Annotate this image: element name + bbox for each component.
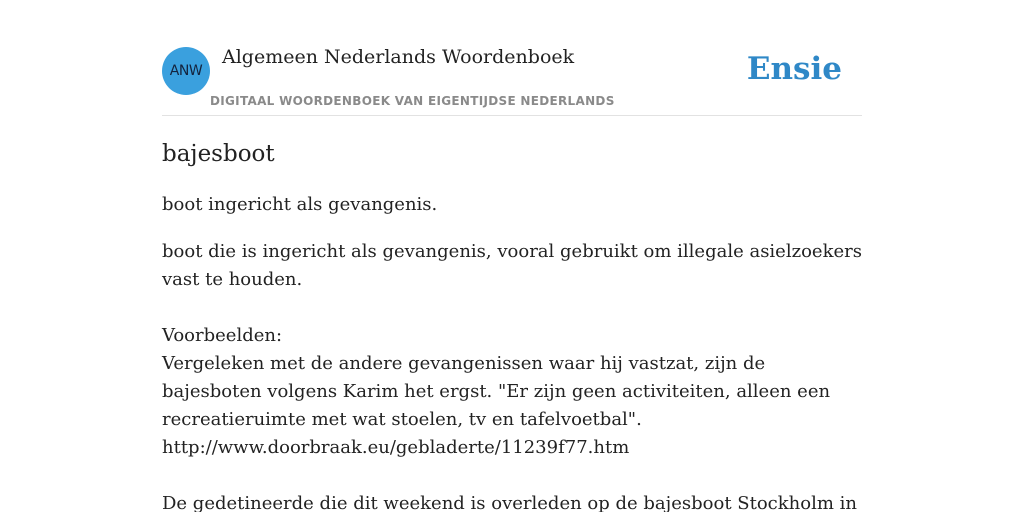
logo-text: ANW <box>169 63 203 79</box>
site-title[interactable]: Algemeen Nederlands Woordenboek <box>222 46 575 68</box>
short-definition: boot ingericht als gevangenis. <box>162 194 438 215</box>
example-source: http://www.doorbraak.eu/gebladerte/11239f77.htm <box>162 437 630 458</box>
anw-logo[interactable] <box>162 47 210 95</box>
example-item <box>162 350 862 462</box>
examples-section <box>162 322 862 512</box>
ensie-brand-logo[interactable]: Ensie <box>746 51 842 87</box>
examples-label: Voorbeelden: <box>162 325 283 346</box>
example-text: De gedetineerde die dit weekend is overleden op de bajesboot Stockholm in <box>162 493 857 512</box>
example-text: Vergeleken met de andere gevangenissen waar hij vastzat, zijn de bajesboten volgens Karim het ergst. "Er zijn geen activiteiten, alleen een recreatieruimte met wat stoelen, tv en tafelvoetbal". <box>162 353 831 430</box>
example-item <box>162 490 862 512</box>
site-subtitle: DIGITAAL WOORDENBOEK VAN EIGENTIJDSE NEDERLANDS <box>210 94 615 108</box>
entry-content <box>162 138 862 512</box>
long-definition: boot die is ingericht als gevangenis, vooral gebruikt om illegale asielzoekers vast te houden. <box>162 241 862 290</box>
entry-headword: bajesboot <box>162 141 275 167</box>
site-header <box>162 46 862 116</box>
